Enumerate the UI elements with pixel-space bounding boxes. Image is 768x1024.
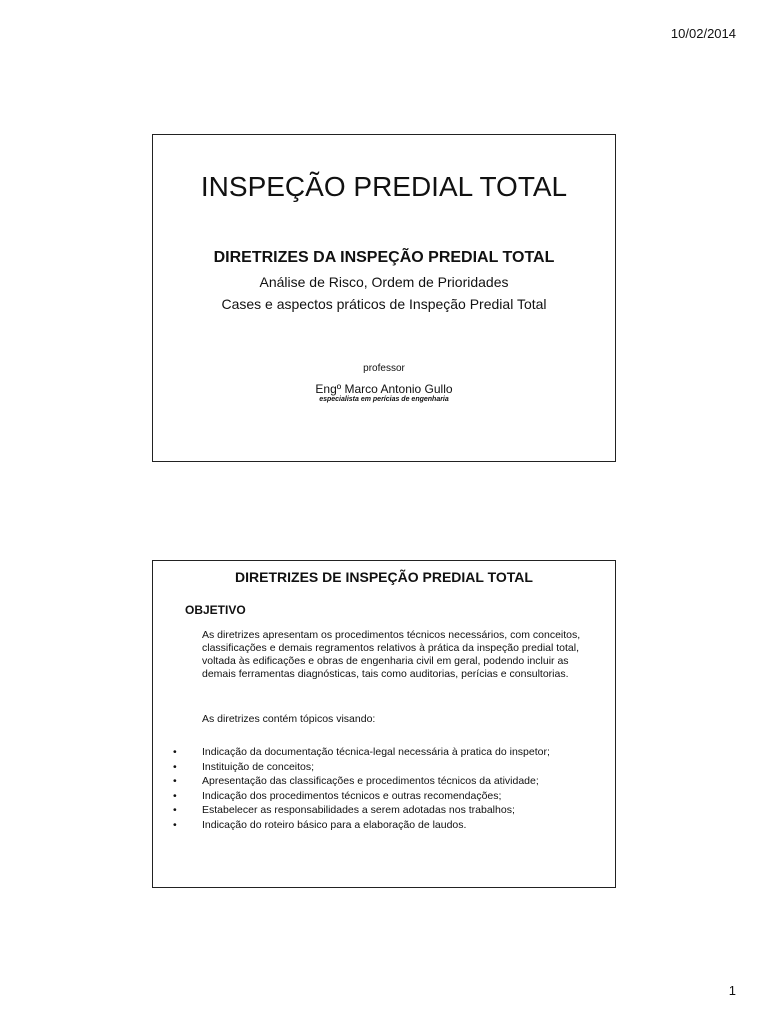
professor-label: professor: [363, 363, 405, 374]
document-date: 10/02/2014: [670, 26, 736, 41]
bullet-icon: •: [173, 775, 177, 788]
objective-paragraph: As diretrizes apresentam os procedimentos técnicos necessários, com conceitos, classificações e demais regramentos relativos à prática da inspeção predial total, voltada às edificações e obras de engenharia civil em geral, podendo incluir as demais ferramentas diagnósticas, tais como auditorias, perícias e consultorias.: [202, 629, 581, 680]
bullet-icon: •: [173, 789, 177, 802]
bullet-icon: •: [173, 818, 177, 831]
slide-2: [152, 560, 616, 888]
topics-list: [173, 745, 613, 833]
slide-2-title: DIRETRIZES DE INSPEÇÃO PREDIAL TOTAL: [235, 569, 533, 585]
slide-1: [152, 134, 616, 462]
list-item-text: Instituição de conceitos;: [202, 760, 315, 773]
list-item-text: Indicação do roteiro básico para a elaboração de laudos.: [202, 818, 467, 831]
section-heading: OBJETIVO: [185, 603, 246, 617]
list-item: [173, 745, 613, 760]
slide-1-title: INSPEÇÃO PREDIAL TOTAL: [200, 171, 568, 202]
slide-1-subtitle: DIRETRIZES DA INSPEÇÃO PREDIAL TOTAL: [213, 249, 555, 266]
list-item-text: Indicação da documentação técnica-legal necessária à pratica do inspetor;: [202, 746, 550, 758]
list-item: [173, 818, 613, 833]
slide-1-line-2: Cases e aspectos práticos de Inspeção Predial Total: [221, 296, 547, 312]
list-item: [173, 760, 613, 775]
list-item: [173, 774, 613, 789]
list-item-text: Indicação dos procedimentos técnicos e outras recomendações;: [202, 789, 502, 802]
professor-name: Engº Marco Antonio Gullo: [315, 382, 453, 396]
topics-intro: As diretrizes contém tópicos visando:: [202, 713, 376, 725]
bullet-icon: •: [173, 760, 177, 773]
slide-1-line-1: Análise de Risco, Ordem de Prioridades: [259, 274, 509, 290]
list-item-text: Estabelecer as responsabilidades a serem adotadas nos trabalhos;: [202, 804, 515, 817]
page-number: 1: [728, 983, 736, 998]
list-item: [173, 789, 613, 804]
list-item: [173, 803, 613, 818]
bullet-icon: •: [173, 746, 177, 758]
professor-specialty: especialista em perícias de engenharia: [319, 396, 449, 403]
bullet-icon: •: [173, 804, 177, 817]
list-item-text: Apresentação das classificações e procedimentos técnicos da atividade;: [202, 775, 539, 788]
